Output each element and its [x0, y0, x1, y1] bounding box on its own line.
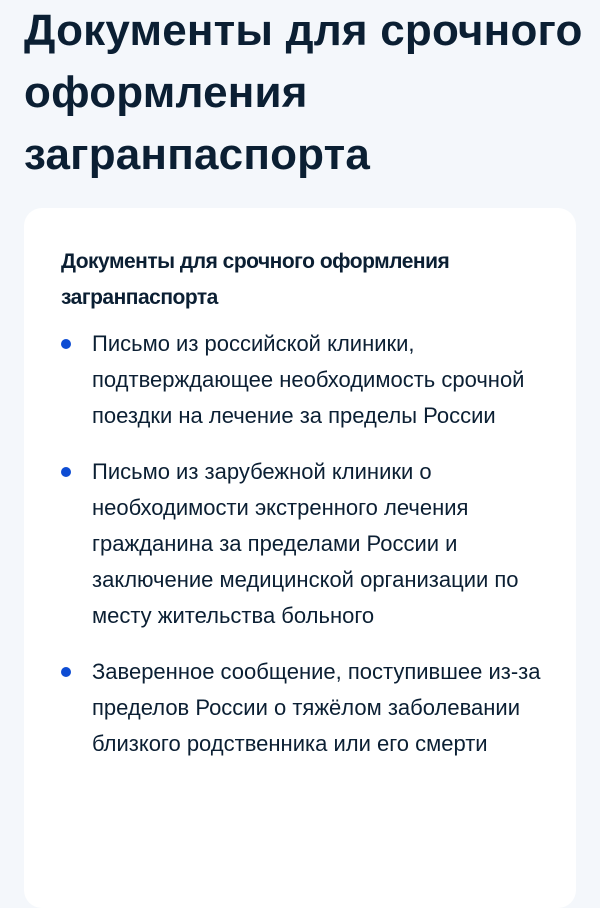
page-title: Документы для срочного оформления загранпаспорта [24, 6, 583, 179]
list-item-text: Письмо из российской клиники, подтверждающее необходимость срочной поездки на лечение за пределы России [92, 331, 525, 428]
list-item [61, 326, 554, 434]
list-item-text: Письмо из зарубежной клиники о необходимости экстренного лечения гражданина за пределами России и заключение медицинской организации по месту жительства больного [92, 459, 519, 628]
list-item [61, 454, 554, 634]
documents-list [61, 326, 540, 762]
bullet-dot-icon [61, 467, 71, 477]
card-title: Документы для срочного оформления загранпаспорта [61, 250, 450, 309]
bullet-dot-icon [61, 667, 71, 677]
bullet-dot-icon [61, 339, 71, 349]
documents-card [24, 208, 576, 908]
list-item-text: Заверенное сообщение, поступившее из-за пределов России о тяжёлом заболевании близкого родственника или его смерти [92, 659, 541, 756]
list-item [61, 654, 554, 762]
